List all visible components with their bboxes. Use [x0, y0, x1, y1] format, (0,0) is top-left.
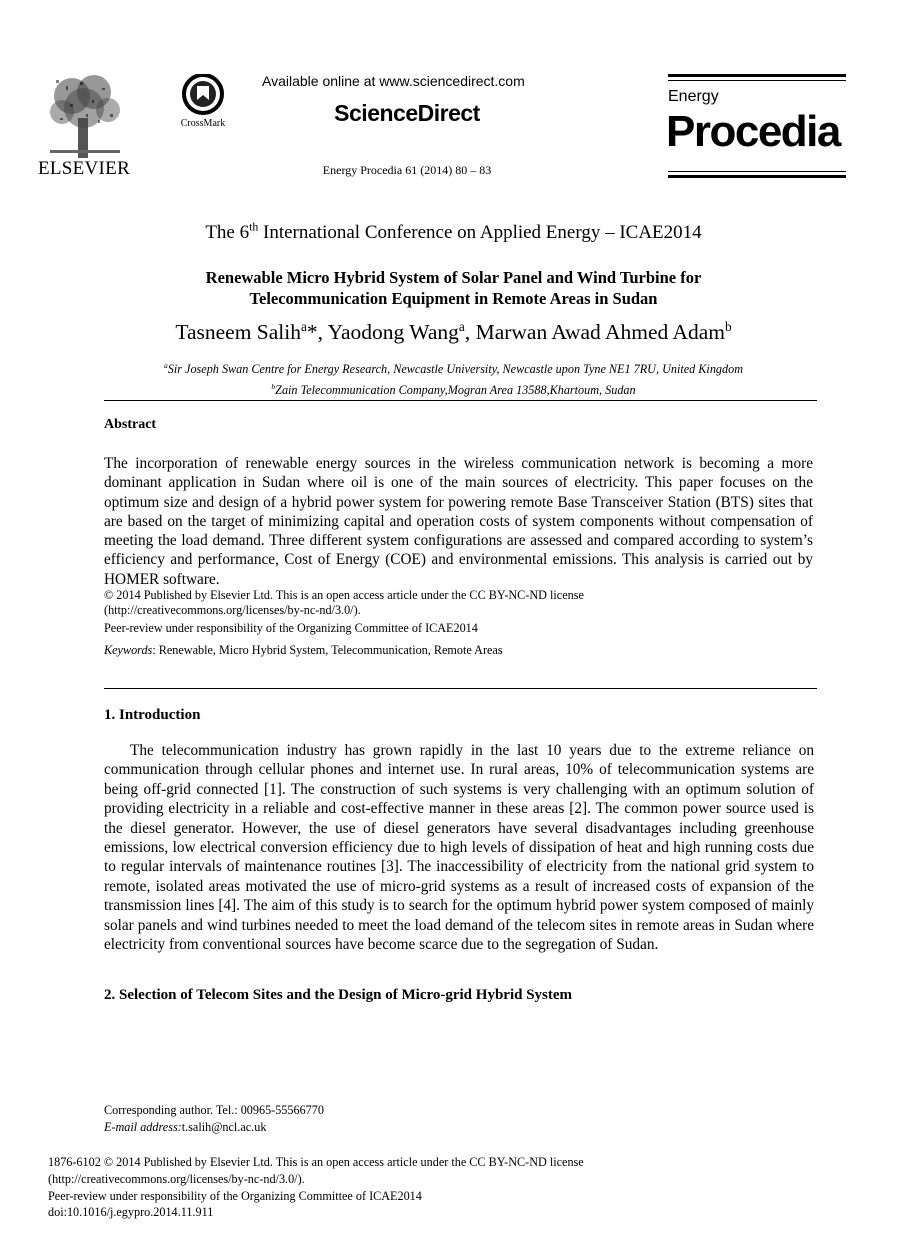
author-name: Yaodong Wang	[327, 320, 459, 344]
available-online-text: Available online at www.sciencedirect.com	[262, 73, 525, 89]
conference-name: The 6th International Conference on Applied Energy – ICAE2014	[205, 220, 702, 243]
corresponding-author: Corresponding author. Tel.: 00965-55566770	[104, 1103, 324, 1117]
section-heading-introduction: 1. Introduction	[104, 707, 201, 723]
journal-citation: Energy Procedia 61 (2014) 80 – 83	[322, 163, 492, 177]
affiliation-b: $^b$Zain Telecommunication Company,Mogran Area 13588,Khartoum, Sudan	[271, 381, 636, 397]
logo-top-rule-thick	[668, 74, 846, 77]
elsevier-wordmark: ELSEVIER	[37, 158, 131, 179]
paper-title-line-2: Telecommunication Equipment in Remote Areas in Sudan	[249, 289, 658, 308]
divider-abstract	[104, 688, 817, 689]
logo-top-rule-thin	[668, 80, 846, 81]
crossmark-logo[interactable]	[172, 74, 234, 134]
abstract-peer-review: Peer-review under responsibility of the Organizing Committee of ICAE2014	[104, 621, 478, 635]
logo-bottom-rule-thin	[668, 171, 846, 172]
footer-peer-review: Peer-review under responsibility of the Organizing Committee of ICAE2014	[48, 1188, 422, 1203]
author-name: Tasneem Salih	[175, 320, 301, 344]
author-name: Marwan Awad Ahmed Adam	[475, 320, 725, 344]
keywords	[104, 643, 503, 658]
footer-license-link[interactable]: http://creativecommons.org/licenses/by-nc-nd/3.0/	[52, 1171, 298, 1186]
divider-top	[104, 400, 817, 401]
crossmark-icon	[172, 74, 234, 116]
email-link[interactable]: t.salih@ncl.ac.uk	[181, 1120, 267, 1134]
journal-name-big: Procedia	[666, 107, 840, 156]
energy-procedia-logo	[668, 74, 846, 180]
elsevier-logo	[22, 74, 146, 178]
affiliation-a: $^a$Sir Joseph Swan Centre for Energy Research, Newcastle University, Newcastle upon Tyne NE1 7RU, United Kingdom	[164, 360, 743, 376]
journal-name-small: Energy	[668, 88, 719, 105]
paper-title-line-1: Renewable Micro Hybrid System of Solar Panel and Wind Turbine for	[205, 268, 702, 287]
abstract-heading: Abstract	[104, 417, 157, 432]
logo-bottom-rule-thick	[668, 175, 846, 178]
keywords-label: Keywords	[104, 643, 153, 657]
abstract-copyright: © 2014 Published by Elsevier Ltd. This is an open access article under the CC BY-NC-ND license (http://creativecommons.org/licenses/by-nc-nd/3.0/).	[104, 588, 584, 618]
footer-doi[interactable]: doi:10.1016/j.egypro.2014.11.911	[48, 1205, 214, 1220]
section-heading-2: 2. Selection of Telecom Sites and the Design of Micro-grid Hybrid System	[104, 987, 573, 1003]
keywords-list: : Renewable, Micro Hybrid System, Telecommunication, Remote Areas	[152, 643, 503, 657]
introduction-body: The telecommunication industry has grown rapidly in the last 10 years due to the extreme reliance on communication through cellular phones and internet use. In rural areas, 10% of telecommunication systems are being off-grid connected [1]. The construction of such systems is very challenging with an optimum solution of providing electricity in a reliable and cost-effective manner in these areas [2]. The common power source used is the diesel generator. However, the use of diesel generators have several disadvantages including greenhouse emissions, low electrical conversion efficiency due to high levels of dissipation of heat and high running costs due to regular intervals of maintenance routines [3]. The inaccessibility of electricity from the national grid system to remote, isolated areas motivated the use of micro-grid systems as a result of increased costs of expansion of the transmission lines [4]. The aim of this study is to search for the optimum hybrid power system composed of mainly solar panels and wind turbines needed to meet the load demand of the telecom sites in remote areas in Sudan where electricity from conventional sources have become scarce due to the segregation of Sudan.	[104, 742, 814, 954]
elsevier-tree-icon	[22, 74, 146, 158]
email-address: E-mail address:t.salih@ncl.ac.uk	[104, 1120, 267, 1134]
abstract-body: The incorporation of renewable energy sources in the wireless communication network is becoming a more dominant application in Sudan where oil is one of the main sources of electricity. This paper focuses on the optimum size and design of a hybrid power system for powering remote Base Transceiver Station (BTS) sites that are based on the target of minimizing capital and operation costs of system components without compensation of meeting the load demand. Three different system configurations are assessed and compared according to system’s efficiency and performance, Cost of Energy (COE) and environmental emissions. This analysis is carried out by HOMER software.	[104, 455, 813, 588]
crossmark-label: CrossMark	[180, 118, 226, 129]
footer-issn: 1876-6102 © 2014 Published by Elsevier Ltd. This is an open access article under the CC BY-NC-ND license	[48, 1155, 584, 1169]
sciencedirect-logo[interactable]: ScienceDirect	[334, 100, 480, 126]
paper-title	[80, 267, 827, 309]
license-link[interactable]: http://creativecommons.org/licenses/by-nc-nd/3.0/	[108, 603, 354, 618]
footer-block: 1876-6102 © 2014 Published by Elsevier Ltd. This is an open access article under the CC BY-NC-ND license (http://creativecommons.org/licenses/by-nc-nd/3.0/). Peer-review under responsibility of the Organizing Committee of ICAE2014 doi:10.1016/j.egypro.2014.11.911	[48, 1154, 848, 1221]
author-list: Tasneem Salih$^a$*, Yaodong Wang$^a$, Marwan Awad Ahmed Adam$^b$	[175, 318, 732, 344]
